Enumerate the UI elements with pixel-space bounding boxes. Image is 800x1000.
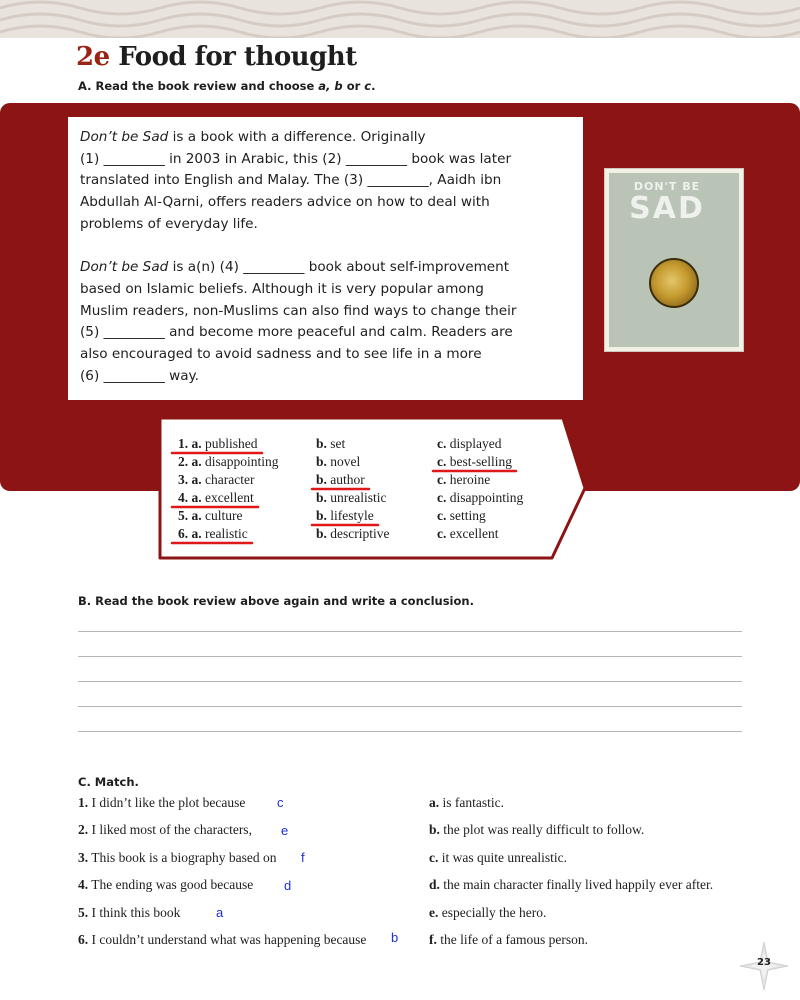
match-left-item: 4. The ending was good because [78,877,254,892]
option-row-2-a[interactable]: 2. a. disappointing [178,454,279,469]
option-row-1-a[interactable]: 1. a. published [178,436,258,451]
answer-3[interactable]: f [301,850,305,865]
review-paragraph-2: Don’t be Sad is a(n) (4) _________ book about self-improvement based on Islamic beliefs. Although it is very popular among Muslim readers, non-Muslims can also find ways to change their (5) _________ and become more peaceful and calm. Readers are also encouraged to avoid sadness and to see life in a more (6) _________ way. [80,259,517,384]
option-row-6-c[interactable]: c. excellent [437,526,499,541]
match-left-item: 3. This book is a biography based on [78,850,277,865]
option-row-2-c[interactable]: c. best-selling [437,454,512,469]
book-cover-image: DON'T BE SAD [604,168,744,352]
section-number: 2e [76,42,110,72]
match-left-item: 5. I think this book [78,905,181,920]
option-row-1-b[interactable]: b. set [316,436,346,451]
option-row-4-b[interactable]: b. unrealistic [316,490,387,505]
page-number: 23 [757,957,771,968]
match-left-item: 6. I couldn’t understand what was happening because [78,932,367,947]
writing-line[interactable] [78,631,742,632]
answer-6[interactable]: b [391,930,399,945]
match-right-item: b. the plot was really difficult to follow. [429,822,645,837]
option-row-5-a[interactable]: 5. a. culture [178,508,243,523]
option-row-3-c[interactable]: c. heroine [437,472,491,487]
answer-5[interactable]: a [216,905,224,920]
option-row-6-b[interactable]: b. descriptive [316,526,390,541]
match-right-item: e. especially the hero. [429,905,547,920]
option-row-5-c[interactable]: c. setting [437,508,486,523]
writing-line[interactable] [78,706,742,707]
match-right-item: f. the life of a famous person. [429,932,588,947]
match-left-item: 2. I liked most of the characters, [78,822,252,837]
page-number-badge [738,940,790,992]
section-a-instruction: A. Read the book review and choose a, b or c. [78,79,376,93]
review-paragraph-1: Don’t be Sad is a book with a difference. Originally (1) _________ in 2003 in Arabic, this (2) _________ book was later translated into English and Malay. The (3) _________, Aaidh ibn Abdullah Al-Qarni, offers readers advice on how to deal with problems of everyday life. [80,129,512,232]
match-right-item: a. is fantastic. [429,795,504,810]
option-row-4-c[interactable]: c. disappointing [437,490,524,505]
option-row-6-a[interactable]: 6. a. realistic [178,526,248,541]
option-row-2-b[interactable]: b. novel [316,454,361,469]
option-row-3-a[interactable]: 3. a. character [178,472,255,487]
option-row-5-b[interactable]: b. lifestyle [316,508,374,523]
writing-line[interactable] [78,731,742,732]
answer-1[interactable]: c [277,795,284,810]
section-b-instruction: B. Read the book review above again and write a conclusion. [78,594,474,608]
option-row-3-b[interactable]: b. author [316,472,365,487]
section-c-heading: C. Match. [78,775,139,789]
match-left-item: 1. I didn’t like the plot because [78,795,246,810]
answer-4[interactable]: d [284,878,292,893]
match-right-item: c. it was quite unrealistic. [429,850,567,865]
section-title: Food for thought [118,42,357,72]
answer-2[interactable]: e [281,823,289,838]
option-row-1-c[interactable]: c. displayed [437,436,502,451]
option-row-4-a[interactable]: 4. a. excellent [178,490,254,505]
writing-line[interactable] [78,681,742,682]
writing-line[interactable] [78,656,742,657]
match-right-item: d. the main character finally lived happily ever after. [429,877,714,892]
